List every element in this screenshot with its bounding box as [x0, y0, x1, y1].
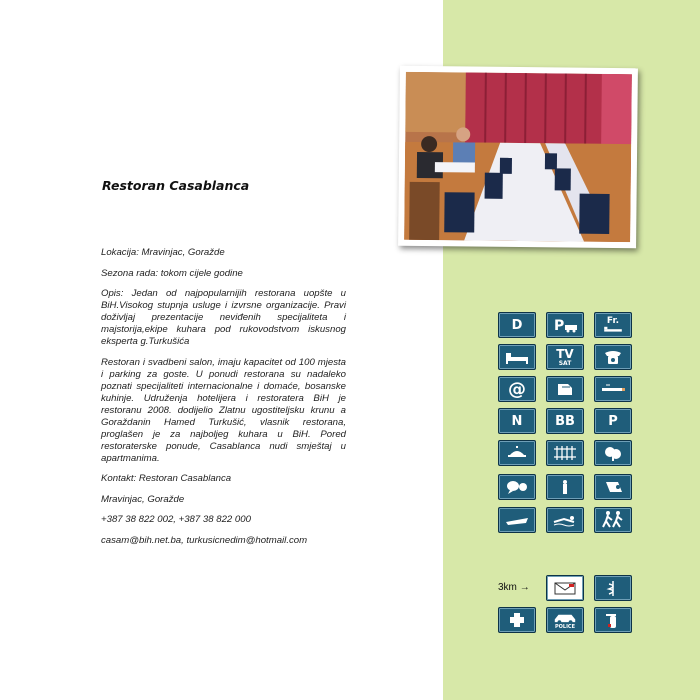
post-envelope-icon	[546, 575, 584, 601]
fence-icon	[546, 440, 584, 466]
internet-at-icon	[498, 376, 536, 402]
n-label: N	[511, 413, 523, 429]
fire-extinguisher-icon	[594, 607, 632, 633]
n-icon	[498, 408, 536, 434]
billiards-icon	[594, 474, 632, 500]
fr-label: Fr.	[606, 315, 620, 326]
bed-icon	[498, 344, 536, 370]
page-title: Restoran Casablanca	[102, 178, 250, 193]
no-smoking-icon	[594, 376, 632, 402]
hospital-cross-icon	[498, 607, 536, 633]
garden-icon	[594, 440, 632, 466]
person-icon	[546, 474, 584, 500]
d-label: D	[511, 317, 523, 333]
location-text: Lokacija: Mravinjac, Goražde	[101, 247, 225, 258]
laundry-icon	[546, 376, 584, 402]
description-paragraph-1: Opis: Jedan od najpopularnijih restorana uopšte u BiH.Visokog stupnja usluge i izvrsne organizacije. Pravi doživljaj prezentacije neviđenih specijaliteta i majstorija,ekipe kuhara pod rukovodstvom iskusnog eksperta g.Turkušića	[101, 288, 346, 347]
tv-sat-icon	[546, 344, 584, 370]
p-icon	[594, 408, 632, 434]
tv-label: TV	[556, 346, 574, 361]
at-label: @	[508, 378, 526, 400]
phone-icon	[594, 344, 632, 370]
police-label: POLICE	[554, 623, 576, 630]
d-icon	[498, 312, 536, 338]
p-label: P	[608, 413, 618, 429]
bb-label: BB	[555, 413, 575, 429]
arrow-right-icon: →	[519, 582, 530, 593]
email-text: casam@bih.net.ba, turkusicnedim@hotmail.com	[101, 534, 308, 546]
police-icon	[546, 607, 584, 633]
address-text: Mravinjac, Goražde	[101, 493, 185, 505]
french-bed-icon	[594, 312, 632, 338]
hiking-icon	[594, 507, 632, 533]
restaurant-dish-icon	[498, 440, 536, 466]
description-text	[101, 247, 346, 555]
boat-icon	[498, 507, 536, 533]
conversation-icon	[498, 474, 536, 500]
svg-text:P: P	[554, 318, 565, 334]
description-paragraph-2: Restoran i svadbeni salon, imaju kapacitet od 100 mjesta i parking za goste. U ponudi restorana su nadaleko poznati specijaliteti internacionalne i domaće, bosanske kuhinje. Udruženja hotelijera i restoratera BiH je restoranu 2008. dodijelio Zlatnu ugostiteljsku krunu a Goraždanin Hamed Turkušić, vlasnik restorana, proglašen je za najboljeg kuhara u BiH. Pored restoraterske ponude, Casablanca nudi smještaj u apartmanima.	[101, 356, 346, 464]
sat-label: SAT	[558, 359, 572, 367]
distance-value: 3km	[498, 582, 517, 593]
distance-label	[498, 582, 530, 593]
pharmacy-icon	[594, 575, 632, 601]
swimming-icon	[546, 507, 584, 533]
season-text: Sezona rada: tokom cijele godine	[101, 267, 243, 279]
bb-icon	[546, 408, 584, 434]
restaurant-photo	[398, 66, 638, 248]
phone-text: +387 38 822 002, +387 38 822 000	[101, 514, 251, 525]
contact-text: Kontakt: Restoran Casablanca	[101, 473, 232, 484]
parking-bus-icon	[546, 312, 584, 338]
